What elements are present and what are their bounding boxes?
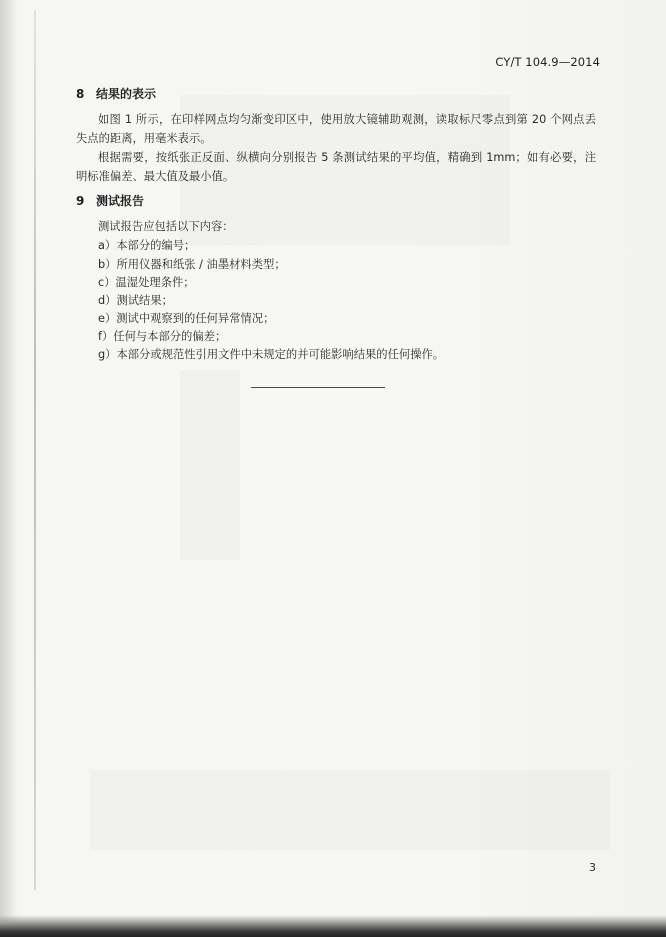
section-number: 8: [76, 87, 85, 101]
list-item: e）测试中观察到的任何异常情况；: [98, 312, 275, 325]
standard-code: CY/T 104.9—2014: [495, 55, 600, 69]
margin-line: [34, 10, 36, 890]
report-intro: 测试报告应包括以下内容：: [98, 220, 234, 233]
section-9-heading: [76, 192, 144, 209]
section-title: 结果的表示: [96, 87, 157, 101]
list-item: b）所用仪器和纸张 / 油墨材料类型；: [98, 258, 286, 271]
list-item: g）本部分或规范性引用文件中未规定的并可能影响结果的任何操作。: [98, 348, 445, 361]
section-8-paragraph-1: 如图 1 所示，在印样网点均匀渐变印区中，使用放大镜辅助观测，读取标尺零点到第 20 个网点丢失点的距离，用毫米表示。: [76, 113, 596, 145]
list-item: f）任何与本部分的偏差；: [98, 330, 227, 343]
section-number: 9: [76, 194, 85, 208]
list-item: c）温湿处理条件；: [98, 276, 195, 289]
scan-bottom-shadow: [0, 915, 666, 937]
list-item: a）本部分的编号；: [98, 239, 196, 252]
bleed-through-block: [180, 370, 240, 560]
list-item: d）测试结果；: [98, 294, 173, 307]
section-title: 测试报告: [96, 194, 145, 208]
section-8-heading: [76, 85, 156, 102]
binding-shadow: [0, 0, 16, 937]
section-8-paragraph-2: 根据需要，按纸张正反面、纵横向分别报告 5 条测试结果的平均值，精确到 1mm；如有必要，注明标准偏差、最大值及最小值。: [76, 151, 596, 183]
page-number: 3: [589, 861, 596, 874]
bleed-through-block: [90, 770, 610, 850]
end-of-document-rule: [251, 387, 385, 388]
